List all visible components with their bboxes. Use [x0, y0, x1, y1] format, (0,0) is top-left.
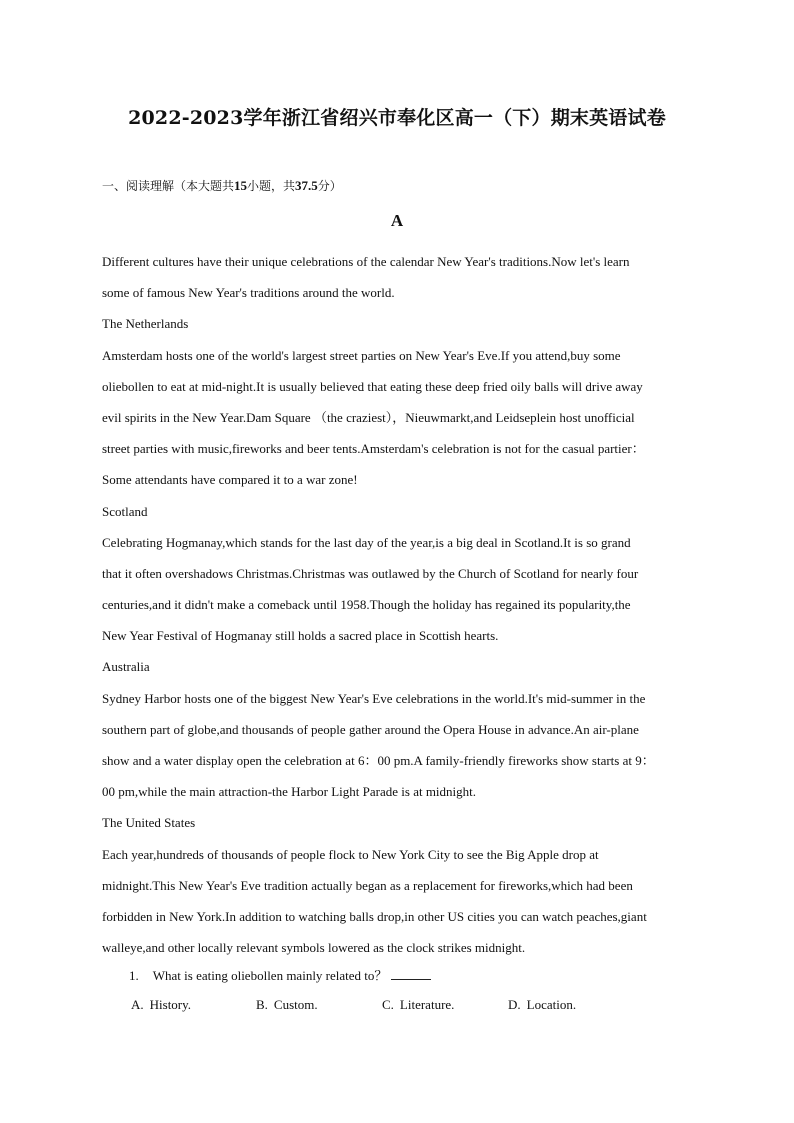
passage-line: Amsterdam hosts one of the world's largest street parties on New Year's Eve.If you attend,buy some: [102, 347, 621, 363]
question-text: What is eating oliebollen mainly related to？: [152, 968, 388, 983]
passage-subheading: [102, 807, 702, 838]
passage-line: Each year,hundreds of thousands of people flock to New York City to see the Big Apple drop at: [102, 846, 599, 862]
option-key: C.: [382, 997, 394, 1012]
option-d[interactable]: [508, 997, 576, 1013]
option-text: Custom.: [273, 997, 318, 1012]
section-question-count: 15: [234, 178, 248, 193]
option-text: Literature.: [399, 997, 455, 1012]
passage-subheading: [102, 496, 702, 527]
passage-line: New Year Festival of Hogmanay still holds a sacred place in Scottish hearts.: [102, 628, 499, 644]
passage-line: evil spirits in the New Year.Dam Square （the craziest），Nieuwmarkt,and Leidseplein host unofficial: [102, 409, 635, 425]
passage-line: Sydney Harbor hosts one of the biggest New Year's Eve celebrations in the world.It's mid-summer in the: [102, 690, 646, 706]
passage-body: [102, 246, 702, 963]
passage-line: Celebrating Hogmanay,which stands for the last day of the year,is a big deal in Scotland.It is so grand: [102, 534, 631, 550]
passage-line: some of famous New Year's traditions around the world.: [102, 285, 395, 301]
passage-line: that it often overshadows Christmas.Christmas was outlawed by the Church of Scotland for nearly four: [102, 565, 639, 581]
passage-paragraph: [102, 340, 702, 496]
passage-line: show and a water display open the celebration at 6：00 pm.A family-friendly fireworks show starts at 9：: [102, 753, 655, 768]
passage-line: 00 pm,while the main attraction-the Harbor Light Parade is at midnight.: [102, 784, 477, 800]
option-text: History.: [149, 997, 192, 1012]
option-b[interactable]: [256, 997, 318, 1013]
question-1: [129, 965, 431, 984]
passage-line: southern part of globe,and thousands of people gather around the Opera House in advance.An air-plane: [102, 721, 639, 737]
option-key: B.: [256, 997, 268, 1012]
passage-line: oliebollen to eat at mid-night.It is usually believed that eating these deep fried oily balls will drive away: [102, 378, 643, 394]
passage-line: Some attendants have compared it to a war zone!: [102, 472, 358, 488]
exam-title: 2022-2023学年浙江省绍兴市奉化区高一（下）期末英语试卷: [128, 107, 666, 129]
passage-line: midnight.This New Year's Eve tradition actually began as a replacement for fireworks,which had been: [102, 877, 633, 893]
passage-line: The Netherlands: [102, 316, 189, 332]
passage-subheading: [102, 308, 702, 339]
passage-paragraph: [102, 246, 702, 308]
section-heading: [102, 177, 342, 194]
option-c[interactable]: [382, 997, 454, 1013]
section-suffix: 分）: [317, 179, 342, 193]
passage-line: The United States: [102, 815, 196, 831]
question-number: 1.: [129, 968, 139, 983]
option-text: Location.: [526, 997, 577, 1012]
passage-line: Different cultures have their unique celebrations of the calendar New Year's traditions.Now let's learn: [102, 254, 630, 269]
option-key: D.: [508, 997, 521, 1012]
answer-blank[interactable]: [391, 967, 431, 980]
section-points: 37.5: [295, 178, 318, 193]
passage-line: Scotland: [102, 503, 148, 519]
passage-line: Australia: [102, 659, 150, 675]
passage-line: street parties with music,fireworks and beer tents.Amsterdam's celebration is not for the casual partier：: [102, 441, 645, 457]
section-prefix: 一、阅读理解（本大题共: [102, 179, 235, 193]
passage-subheading: [102, 651, 702, 682]
option-key: A.: [131, 997, 144, 1012]
passage-line: centuries,and it didn't make a comeback until 1958.Though the holiday has regained its popularity,the: [102, 597, 631, 613]
section-mid: 小题，共: [247, 179, 296, 193]
option-a[interactable]: [131, 997, 191, 1013]
passage-letter: A: [390, 211, 404, 230]
passage-line: forbidden in New York.In addition to watching balls drop,in other US cities you can watch peaches,giant: [102, 908, 647, 924]
passage-paragraph: [102, 683, 702, 808]
passage-line: walleye,and other locally relevant symbols lowered as the clock strikes midnight.: [102, 940, 526, 956]
passage-paragraph: [102, 527, 702, 652]
passage-paragraph: [102, 839, 702, 964]
